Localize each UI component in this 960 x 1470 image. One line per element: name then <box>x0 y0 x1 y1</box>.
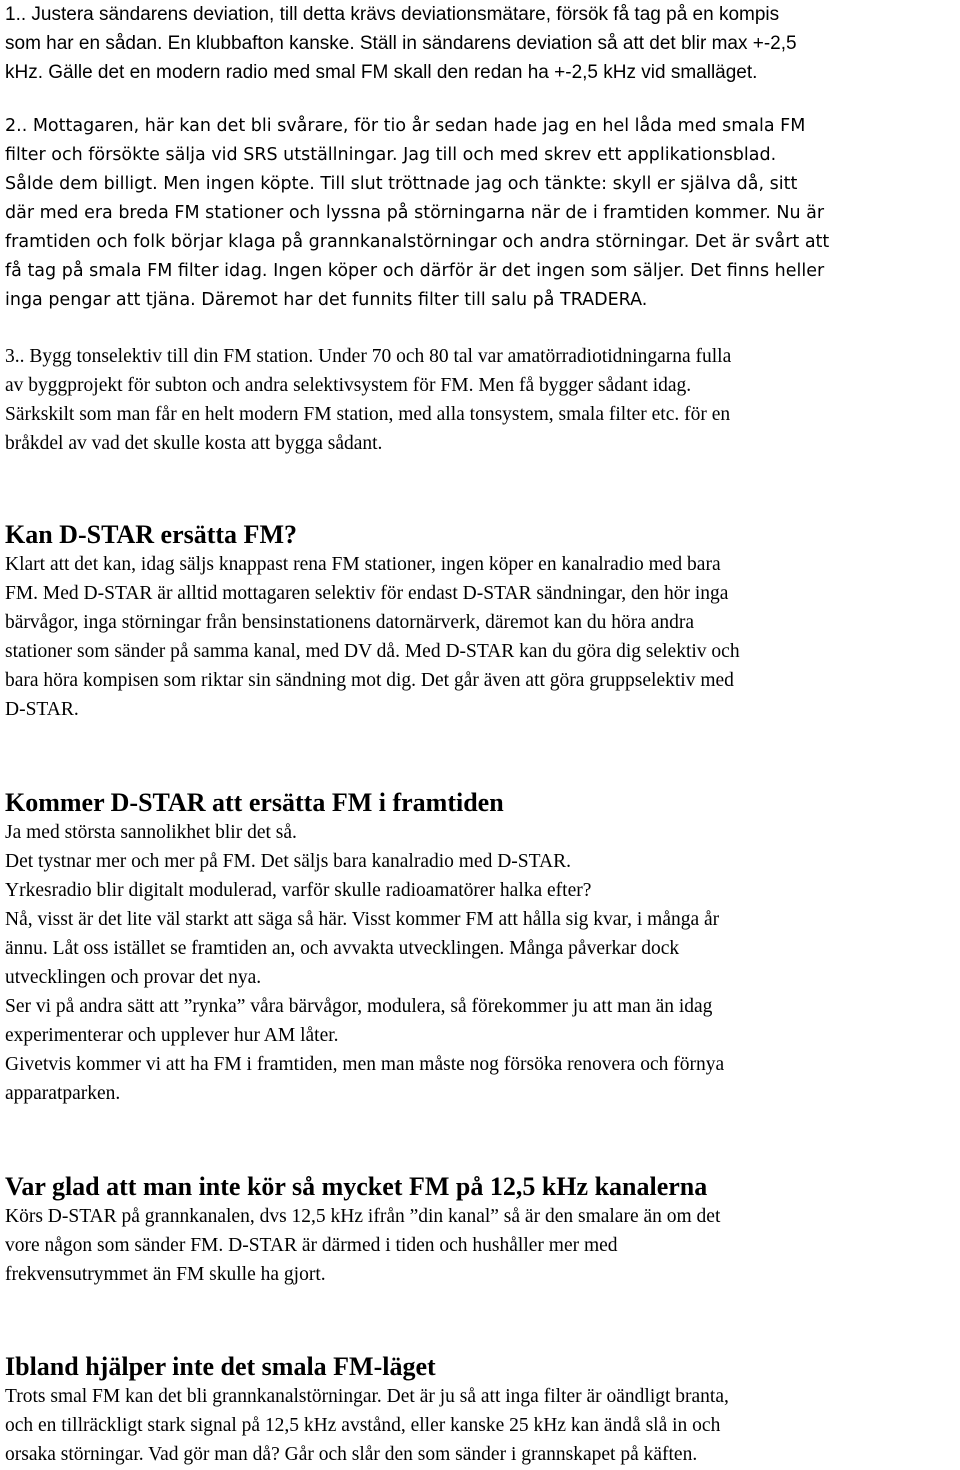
section-line: Ja med största sannolikhet blir det så. <box>5 822 297 843</box>
point-2-line: filter och försökte sälja vid SRS utställningar. Jag till och med skrev ett applikationsblad. <box>5 145 777 165</box>
section-line: D-STAR. <box>5 699 79 720</box>
point-2-line: Sålde dem billigt. Men ingen köpte. Till slut tröttnade jag och tänkte: skyll er själva då, sitt <box>5 174 798 194</box>
section-line: vore någon som sänder FM. D-STAR är därmed i tiden och hushåller mer med <box>5 1235 618 1256</box>
section-line: Körs D-STAR på grannkanalen, dvs 12,5 kHz ifrån ”din kanal” så är den smalare än om det <box>5 1206 721 1227</box>
point-2-line: där med era breda FM stationer och lyssna på störningarna när de i framtiden kommer. Nu är <box>5 203 825 223</box>
section-line: frekvensutrymmet än FM skulle ha gjort. <box>5 1264 326 1285</box>
section-ibland <box>5 1352 960 1469</box>
section-line: utvecklingen och provar det nya. <box>5 967 262 988</box>
section-line: och en tillräckligt stark signal på 12,5 kHz avstånd, eller kanske 25 kHz kan ändå slå in och <box>5 1415 721 1436</box>
point-3-line: 3.. Bygg tonselektiv till din FM station. Under 70 och 80 tal var amatörradiotidningarna fulla <box>5 346 732 367</box>
section-line: ännu. Låt oss istället se framtiden an, och avvakta utvecklingen. Många påverkar dock <box>5 938 680 959</box>
section-line: experimenterar och upplever hur AM låter. <box>5 1025 339 1046</box>
section-line: apparatparken. <box>5 1083 121 1104</box>
section-heading: Kan D-STAR ersätta FM? <box>5 520 297 549</box>
section-line: Det tystnar mer och mer på FM. Det säljs bara kanalradio med D-STAR. <box>5 851 571 872</box>
point-3-line: Särkskilt som man får en helt modern FM station, med alla tonsystem, smala filter etc. för en <box>5 404 731 425</box>
section-heading: Var glad att man inte kör så mycket FM på 12,5 kHz kanalerna <box>5 1172 708 1201</box>
section-line: stationer som sänder på samma kanal, med DV då. Med D-STAR kan du göra dig selektiv och <box>5 641 740 662</box>
section-heading: Kommer D-STAR att ersätta FM i framtiden <box>5 788 504 817</box>
point-3-paragraph <box>5 342 960 458</box>
section-line: Trots smal FM kan det bli grannkanalstörningar. Det är ju så att inga filter är oändligt branta, <box>5 1386 729 1407</box>
section-line: orsaka störningar. Vad gör man då? Går och slår den som sänder i grannskapet på käften. <box>5 1444 698 1465</box>
section-line: Nå, visst är det lite väl starkt att säga så här. Visst kommer FM att hålla sig kvar, i många år <box>5 909 720 930</box>
point-2-paragraph <box>5 112 960 315</box>
point-3-line: av byggprojekt för subton och andra selektivsystem för FM. Men få bygger sådant idag. <box>5 375 692 396</box>
point-1-paragraph <box>5 0 960 87</box>
point-1-line: 1.. Justera sändarens deviation, till detta krävs deviationsmätare, försök få tag på en kompis <box>5 4 780 25</box>
section-line: Givetvis kommer vi att ha FM i framtiden, men man måste nog försöka renovera och förnya <box>5 1054 725 1075</box>
point-2-line: inga pengar att tjäna. Däremot har det funnits filter till salu på TRADERA. <box>5 290 648 310</box>
section-line: Klart att det kan, idag säljs knappast rena FM stationer, ingen köper en kanalradio med bara <box>5 554 721 575</box>
section-line: bärvågor, inga störningar från bensinstationens datornärverk, däremot kan du höra andra <box>5 612 695 633</box>
section-kommer-dstar <box>5 788 960 1108</box>
section-var-glad <box>5 1172 960 1289</box>
section-line: bara höra kompisen som riktar sin sändning mot dig. Det går även att göra gruppselektiv med <box>5 670 734 691</box>
section-kan-dstar <box>5 520 960 724</box>
section-line: Yrkesradio blir digitalt modulerad, varför skulle radioamatörer halka efter? <box>5 880 592 901</box>
point-1-line: kHz. Gälle det en modern radio med smal FM skall den redan ha +-2,5 kHz vid smalläget. <box>5 62 758 83</box>
point-2-line: få tag på smala FM filter idag. Ingen köper och därför är det ingen som säljer. Det finns heller <box>5 261 825 281</box>
section-line: Ser vi på andra sätt att ”rynka” våra bärvågor, modulera, så förekommer ju att man än idag <box>5 996 713 1017</box>
point-2-line: 2.. Mottagaren, här kan det bli svårare, för tio år sedan hade jag en hel låda med smala FM <box>5 116 806 136</box>
point-3-line: bråkdel av vad det skulle kosta att bygga sådant. <box>5 433 383 454</box>
section-line: FM. Med D-STAR är alltid mottagaren selektiv för endast D-STAR sändningar, den hör inga <box>5 583 729 604</box>
point-2-line: framtiden och folk börjar klaga på grannkanalstörningar och andra störningar. Det är svårt att <box>5 232 830 252</box>
point-1-line: som har en sådan. En klubbafton kanske. Ställ in sändarens deviation så att det blir max +-2,5 <box>5 33 797 54</box>
section-heading: Ibland hjälper inte det smala FM-läget <box>5 1352 436 1381</box>
